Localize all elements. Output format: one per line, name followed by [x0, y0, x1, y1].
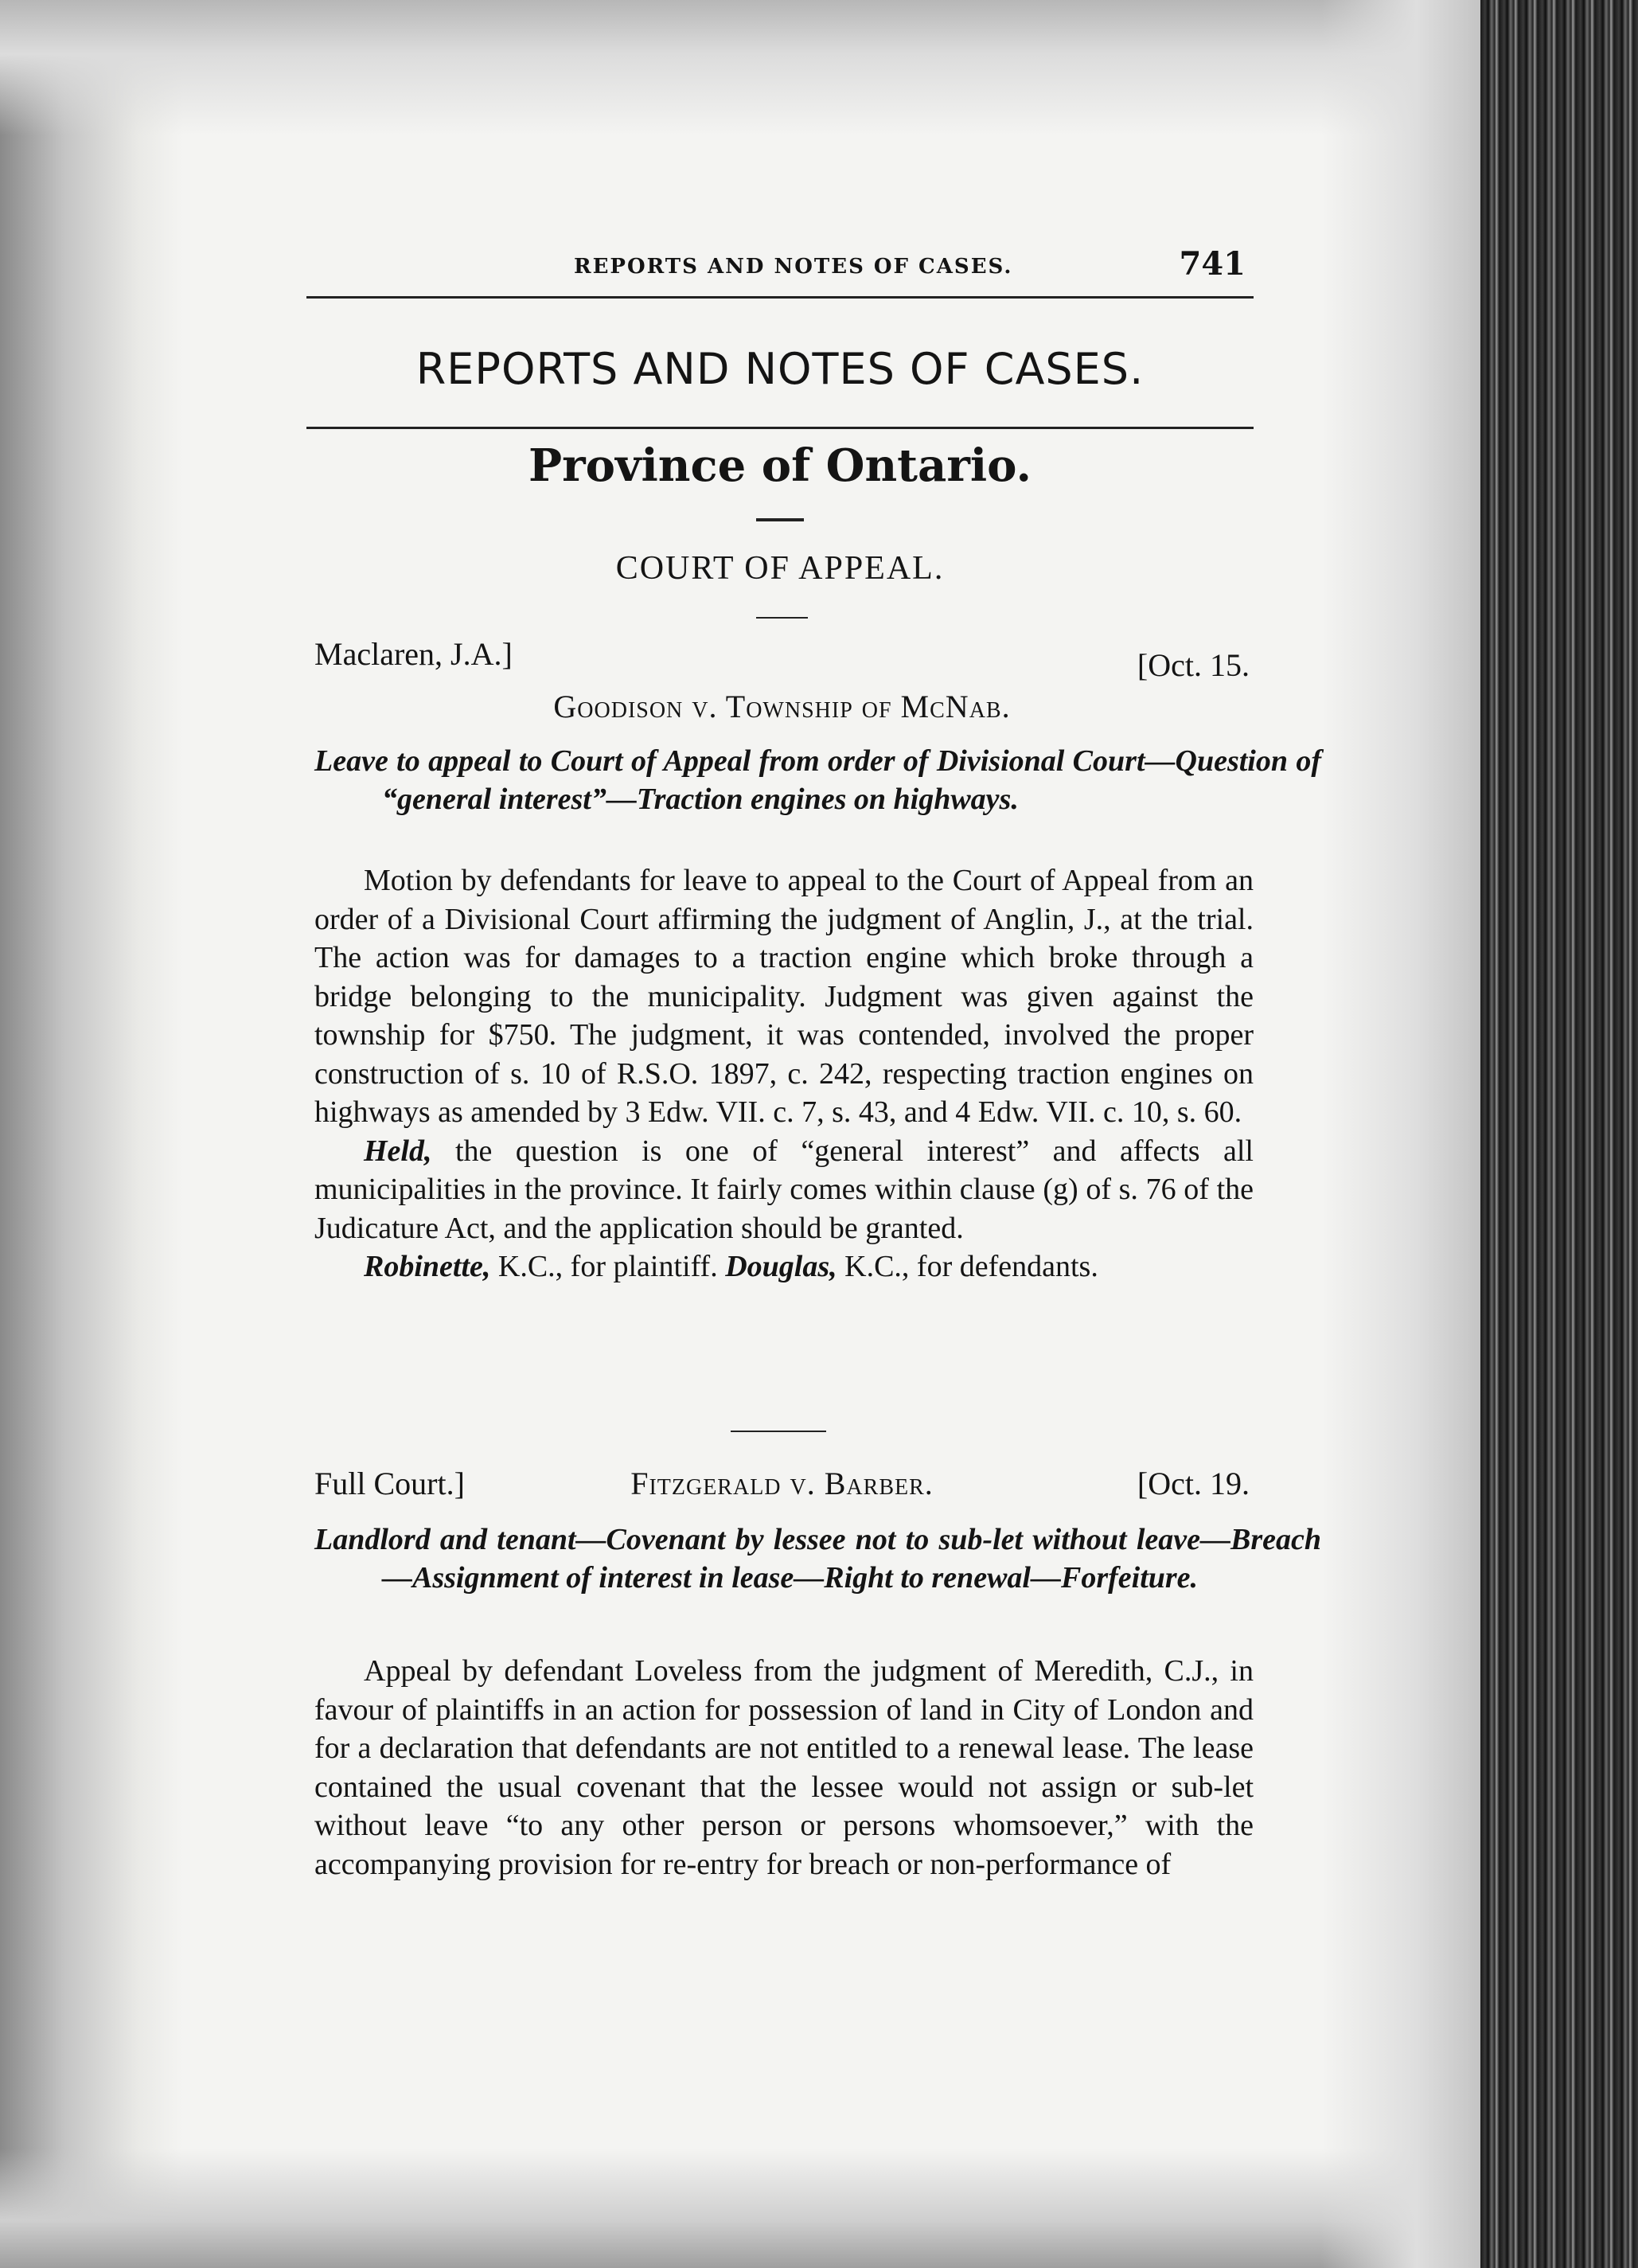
- page-number: 741: [1179, 245, 1246, 283]
- case1-name: Goodison v. Township of McNab.: [553, 689, 1011, 724]
- running-head-title: REPORTS AND NOTES OF CASES.: [574, 255, 1013, 279]
- short-divider: [756, 617, 808, 619]
- short-divider: [756, 518, 804, 521]
- court-heading: COURT OF APPEAL.: [615, 550, 945, 587]
- case2-header: [314, 1465, 1250, 1505]
- held-label: Held,: [364, 1134, 432, 1168]
- case2-headnote: Landlord and tenant—Covenant by lessee not to sub-let without leave—Breach—Assignment of interest in lease—Right to renewal—Forfeiture.: [314, 1523, 1321, 1595]
- running-head: [306, 244, 1254, 291]
- case2-court: Full Court.]: [314, 1466, 465, 1501]
- case1-header: [314, 635, 1250, 683]
- counsel-defendant-text: K.C., for defendants.: [837, 1250, 1098, 1283]
- case2-body: [314, 1652, 1254, 1883]
- province-heading: Province of Ontario.: [528, 439, 1032, 492]
- counsel-plaintiff-name: Robinette,: [364, 1250, 491, 1283]
- title-rule: [306, 427, 1254, 429]
- case1-judge: Maclaren, J.A.]: [314, 636, 513, 672]
- case1-counsel: [314, 1247, 1254, 1286]
- section-title: REPORTS AND NOTES OF CASES.: [415, 344, 1145, 394]
- case-divider: [731, 1431, 826, 1432]
- case1-date: [Oct. 15.: [1137, 647, 1250, 683]
- case1-paragraph: Motion by defendants for leave to appeal to the Court of Appeal from an order of a Divisional Court affirming the judgment of Anglin, J., at the trial. The action was for damages to a traction engine which broke through a bridge belonging to the municipality. Judgment was given against the township for $750. The judgment, it was contended, involved the proper construction of s. 10 of R.S.O. 1897, c. 242, respecting traction engines on highways as amended by 3 Edw. VII. c. 7, s. 43, and 4 Edw. VII. c. 10, s. 60.: [314, 864, 1254, 1129]
- case1-held-paragraph: [314, 1132, 1254, 1248]
- case2-date: [Oct. 19.: [1137, 1466, 1250, 1501]
- case2-name: Fitzgerald v. Barber.: [630, 1466, 934, 1501]
- case2-paragraph: Appeal by defendant Loveless from the judgment of Meredith, C.J., in favour of plaintiffs in an action for possession of land in City of London and for a declaration that defendants are not entitled to a renewal lease. The lease contained the usual covenant that the lessee would not assign or sub-let without leave “to any other person or persons whomsoever,” with the accompanying provision for re-entry for breach or non-performance of: [314, 1654, 1254, 1881]
- counsel-defendant-name: Douglas,: [725, 1250, 837, 1283]
- case1-body: [314, 861, 1254, 1286]
- held-text: the question is one of “general interest” and affects all municipalities in the province. It fairly comes within clause (g) of s. 76 of the Judicature Act, and the application should be granted.: [314, 1134, 1254, 1245]
- case1-name-line: [314, 688, 1250, 728]
- case1-headnote: Leave to appeal to Court of Appeal from order of Divisional Court—Question of “general interest”—Traction engines on highways.: [314, 744, 1321, 816]
- header-rule: [306, 296, 1254, 299]
- counsel-plaintiff-text: K.C., for plaintiff.: [490, 1250, 726, 1283]
